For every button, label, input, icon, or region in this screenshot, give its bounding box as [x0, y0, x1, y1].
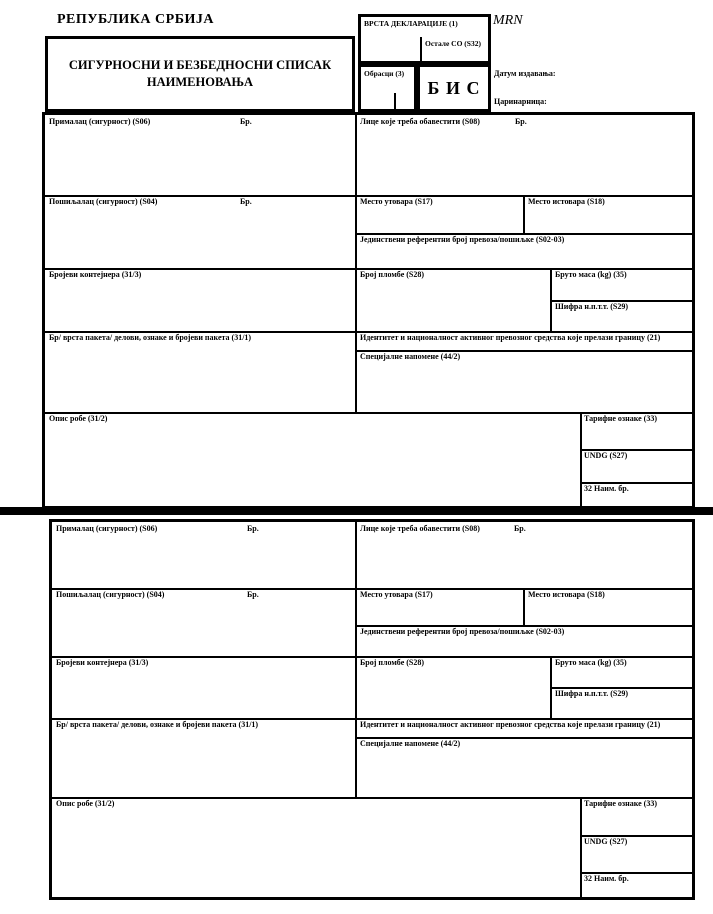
field-code-nptt-label: Шифра н.п.т.т. (S29) [555, 689, 629, 698]
field-place-of-unloading-label: Место истовара (S18) [528, 197, 605, 206]
field-goods-description-label: Опис робе (31/2) [56, 799, 115, 808]
field-item-no-label: 32 Наим. бр. [584, 484, 629, 493]
bis-box [417, 64, 491, 112]
grid-line [355, 522, 357, 799]
field-consignee-label: Прималац (сигурност) (S06) [49, 117, 151, 126]
customs-office-label: Царинарница: [494, 97, 547, 106]
section-divider-bar [0, 507, 713, 515]
grid-line [550, 656, 552, 720]
grid-line [580, 412, 582, 506]
field-tariff-codes-label: Тарифне ознаке (33) [584, 414, 658, 423]
field-packages-label: Бр/ врста пакета/ делови, ознаке и бројеви пакета (31/1) [56, 720, 259, 729]
field-special-remarks-label: Специјалне напомене (44/2) [360, 352, 461, 361]
country-title: РЕПУБЛИКА СРБИЈА [57, 12, 214, 27]
grid-line [580, 797, 582, 897]
grid-line [420, 37, 422, 61]
grid-line [550, 268, 552, 333]
field-undg-label: UNDG (S27) [584, 451, 628, 460]
field-no-label: Бр. [247, 524, 259, 533]
field-no-label: Бр. [514, 524, 526, 533]
field-transport-identity-label: Идентитет и националност активног превозног средства које прелази границу (21) [360, 720, 661, 729]
field-place-of-loading-label: Место утовара (S17) [360, 197, 433, 206]
field-consignee-label: Прималац (сигурност) (S06) [56, 524, 158, 533]
field-consignor-label: Пошиљалац (сигурност) (S04) [49, 197, 158, 206]
other-co-label: Остале СО (S32) [425, 39, 481, 48]
field-no-label: Бр. [247, 590, 259, 599]
field-container-numbers-label: Бројеви контејнера (31/3) [49, 270, 142, 279]
field-unique-ref-label: Јединствени референтни број превоза/пошиљке (S02-03) [360, 235, 565, 244]
bis-label: Б И С [427, 77, 481, 98]
mrn-label: MRN [493, 13, 523, 28]
grid-line [355, 115, 357, 414]
field-place-of-loading-label: Место утовара (S17) [360, 590, 433, 599]
field-seal-number-label: Број пломбе (S28) [360, 270, 425, 279]
field-undg-label: UNDG (S27) [584, 837, 628, 846]
items-table-1 [42, 112, 695, 509]
forms-label: Обрасци (3) [364, 69, 405, 78]
field-packages-label: Бр/ врста пакета/ делови, ознаке и бројеви пакета (31/1) [49, 333, 252, 342]
field-no-label: Бр. [240, 197, 252, 206]
field-tariff-codes-label: Тарифне ознаке (33) [584, 799, 658, 808]
field-goods-description-label: Опис робе (31/2) [49, 414, 108, 423]
forms-box [358, 64, 417, 112]
form-title: СИГУРНОСНИ И БЕЗБЕДНОСНИ СПИСАК НАИМЕНОВАЊА [68, 58, 332, 89]
declaration-type-label: ВРСТА ДЕКЛАРАЦИЈЕ (1) [364, 19, 458, 28]
grid-line [523, 588, 525, 627]
grid-line [523, 195, 525, 235]
field-code-nptt-label: Шифра н.п.т.т. (S29) [555, 302, 629, 311]
field-seal-number-label: Број пломбе (S28) [360, 658, 425, 667]
form-title-box [45, 36, 355, 112]
field-consignor-label: Пошиљалац (сигурност) (S04) [56, 590, 165, 599]
field-special-remarks-label: Специјалне напомене (44/2) [360, 739, 461, 748]
field-notify-party-label: Лице које треба обавестити (S08) [360, 117, 480, 126]
field-item-no-label: 32 Наим. бр. [584, 874, 629, 883]
field-container-numbers-label: Бројеви контејнера (31/3) [56, 658, 149, 667]
field-place-of-unloading-label: Место истовара (S18) [528, 590, 605, 599]
field-transport-identity-label: Идентитет и националност активног превозног средства које прелази границу (21) [360, 333, 661, 342]
items-table-2 [49, 519, 695, 900]
declaration-type-box [358, 14, 491, 64]
issue-date-label: Датум издавања: [494, 69, 556, 78]
field-unique-ref-label: Јединствени референтни број превоза/пошиљке (S02-03) [360, 627, 565, 636]
grid-line [394, 93, 396, 109]
field-gross-mass-label: Бруто маса (kg) (35) [555, 658, 627, 667]
field-no-label: Бр. [515, 117, 527, 126]
field-no-label: Бр. [240, 117, 252, 126]
field-gross-mass-label: Бруто маса (kg) (35) [555, 270, 627, 279]
field-notify-party-label: Лице које треба обавестити (S08) [360, 524, 480, 533]
